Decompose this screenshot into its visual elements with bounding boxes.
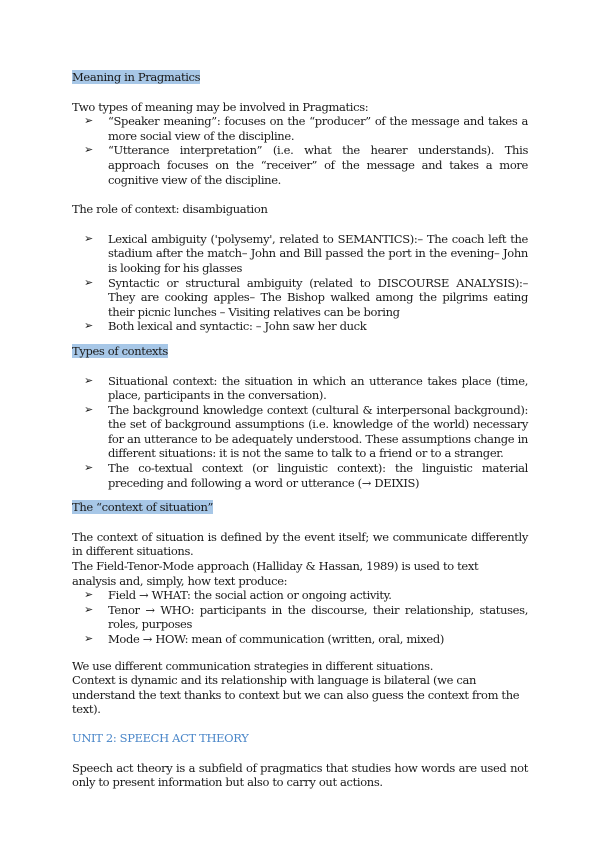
meaning-types-list	[72, 114, 528, 187]
bullet-icon: ➢	[84, 275, 93, 289]
bullet-icon: ➢	[84, 461, 93, 475]
bullet-icon: ➢	[84, 231, 93, 245]
heading-types-of-contexts: Types of contexts	[72, 343, 168, 358]
list-item: ➢ Mode → HOW: mean of communication (written, oral, mixed)	[84, 632, 444, 646]
list-item: ➢ Both lexical and syntactic: – John saw her duck	[84, 319, 367, 334]
ftm-intro-line-2: analysis and, simply, how text produce:	[72, 573, 288, 588]
list-item: ➢ “Utterance interpretation” (i.e. what the hearer understands). This approach focuses on the “receiver” of the message and takes a more cognitive view of the discipline.	[84, 143, 528, 187]
list-item: ➢ “Speaker meaning”: focuses on the “producer” of the message and takes a more social view of the discipline.	[84, 114, 528, 143]
context-role-heading: The role of context: disambiguation	[72, 202, 268, 217]
list-item: ➢ Lexical ambiguity ('polysemy', related to SEMANTICS):– The coach left the stadium after the match– John and Bill passed the port in the evening– John is looking for his glasses	[84, 231, 528, 275]
heading-meaning-in-pragmatics: Meaning in Pragmatics	[72, 70, 201, 84]
situation-paragraph: The context of situation is defined by the event itself; we communicate differently in different situations.	[72, 529, 528, 559]
bullet-icon: ➢	[84, 602, 93, 616]
bullet-icon: ➢	[84, 373, 93, 387]
bullet-icon: ➢	[84, 143, 93, 157]
field-tenor-mode-list	[72, 588, 528, 646]
list-item: ➢ Syntactic or structural ambiguity (related to DISCOURSE ANALYSIS):– They are cooking apples– The Bishop walked among the pilgrims eating their picnic lunches – Visiting relatives can be boring	[84, 275, 528, 319]
unit-2-heading: UNIT 2: SPEECH ACT THEORY	[72, 730, 249, 745]
list-item: ➢ Situational context: the situation in which an utterance takes place (time, place, participants in the conversation).	[84, 373, 528, 403]
heading-context-of-situation: The “context of situation”	[72, 500, 214, 515]
bullet-icon: ➢	[84, 319, 93, 333]
list-item: ➢ Tenor → WHO: participants in the discourse, their relationship, statuses, roles, purposes	[84, 602, 528, 632]
strategies-paragraph: We use different communication strategies in different situations.	[72, 658, 434, 673]
document-body	[72, 70, 528, 790]
ftm-intro-line-1: The Field-Tenor-Mode approach (Halliday & Hassan, 1989) is used to text	[72, 559, 479, 574]
speech-act-paragraph: Speech act theory is a subfield of pragmatics that studies how words are used not only to present information but also to carry out actions.	[72, 760, 528, 790]
bullet-icon: ➢	[84, 632, 93, 645]
bullet-icon: ➢	[84, 114, 93, 128]
contexts-list	[72, 374, 528, 491]
context-dynamic-paragraph: Context is dynamic and its relationship with language is bilateral (we can understand the text thanks to context but we can also guess the context from the text).	[72, 673, 520, 717]
list-item: ➢ Field → WHAT: the social action or ongoing activity.	[84, 588, 392, 603]
intro-paragraph: Two types of meaning may be involved in Pragmatics:	[72, 99, 369, 114]
list-item: ➢ The background knowledge context (cultural & interpersonal background): the set of background assumptions (i.e. knowledge of the world) necessary for an utterance to be adequately understood. These assumptions change in different situations: it is not the same to talk to a friend or to a stranger.	[84, 402, 528, 461]
list-item: ➢ The co-textual context (or linguistic context): the linguistic material preceding and following a word or utterance (→ DEIXIS)	[84, 461, 528, 490]
bullet-icon: ➢	[84, 402, 93, 416]
bullet-icon: ➢	[84, 588, 93, 602]
ambiguity-list	[72, 232, 528, 334]
